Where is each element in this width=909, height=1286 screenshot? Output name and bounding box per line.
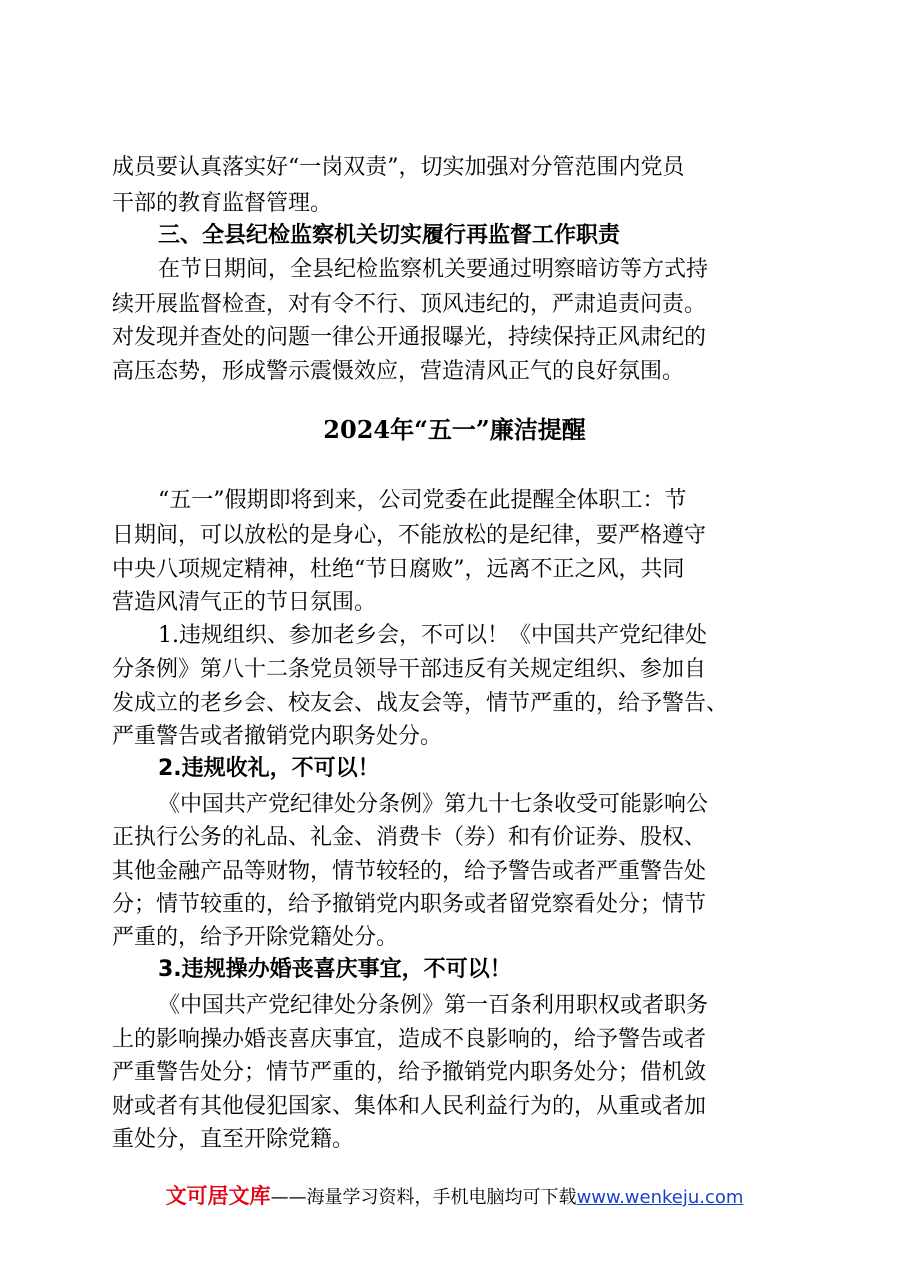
footer-brand: 文可居文库 xyxy=(165,1184,271,1208)
paragraph-line: 严重警告处分；情节严重的，给予撤销党内职务处分；借机敛 xyxy=(112,1060,707,1085)
paragraph-line: 上的影响操办婚丧喜庆事宜，造成不良影响的，给予警告或者 xyxy=(112,1027,707,1052)
paragraph-line: 财或者有其他侵犯国家、集体和人民利益行为的，从重或者加 xyxy=(112,1094,707,1119)
paragraph-line: 干部的教育监督管理。 xyxy=(112,191,333,216)
paragraph-line: 重处分，直至开除党籍。 xyxy=(112,1127,355,1152)
paragraph-line: 续开展监督检查，对有令不行、顶风违纪的，严肃追责问责。 xyxy=(112,292,707,317)
paragraph-line: 营造风清气正的节日氛围。 xyxy=(112,590,377,615)
document-title: 2024年“五一”廉洁提醒 xyxy=(323,415,586,444)
paragraph-line: 对发现并查处的问题一律公开通报曝光，持续保持正风肃纪的 xyxy=(112,325,707,350)
paragraph-line: 严重警告或者撤销党内职务处分。 xyxy=(112,724,443,749)
paragraph-line: 成员要认真落实好“一岗双责”，切实加强对分管范围内党员 xyxy=(112,155,685,180)
paragraph-line: 《中国共产党纪律处分条例》第九十七条收受可能影响公 xyxy=(158,792,709,817)
footer-url-link[interactable]: www.wenkeju.com xyxy=(576,1187,744,1208)
item-1-line: 1.违规组织、参加老乡会，不可以！《中国共产党纪律处 xyxy=(158,623,707,648)
section-heading: 三、全县纪检监察机关切实履行再监督工作职责 xyxy=(158,223,621,248)
paragraph-line: “五一”假期即将到来，公司党委在此提醒全体职工：节 xyxy=(158,488,687,513)
paragraph-line: 分；情节较重的，给予撤销党内职务或者留党察看处分；情节 xyxy=(112,892,707,917)
paragraph-line: 分条例》第八十二条党员领导干部违反有关规定组织、参加自 xyxy=(112,657,707,682)
paragraph-line: 《中国共产党纪律处分条例》第一百条利用职权或者职务 xyxy=(158,993,709,1018)
paragraph-line: 其他金融产品等财物，情节较轻的，给予警告或者严重警告处 xyxy=(112,859,707,884)
paragraph-line: 日期间，可以放松的是身心，不能放松的是纪律，要严格遵守 xyxy=(112,523,707,548)
paragraph-line: 严重的，给予开除党籍处分。 xyxy=(112,925,399,950)
footer-banner xyxy=(0,1180,909,1214)
paragraph-line: 发成立的老乡会、校友会、战友会等，情节严重的，给予警告、 xyxy=(112,691,729,716)
item-2-heading: 2.违规收礼，不可以！ xyxy=(158,756,380,781)
footer-tagline: ——海量学习资料，手机电脑均可下载 xyxy=(270,1187,577,1208)
paragraph-line: 正执行公务的礼品、礼金、消费卡（券）和有价证券、股权、 xyxy=(112,825,707,850)
paragraph-line: 高压态势，形成警示震慑效应，营造清风正气的良好氛围。 xyxy=(112,359,685,384)
paragraph-line: 在节日期间，全县纪检监察机关要通过明察暗访等方式持 xyxy=(158,257,709,282)
item-3-heading: 3.违规操办婚丧喜庆事宜，不可以！ xyxy=(158,957,512,982)
paragraph-line: 中央八项规定精神，杜绝“节日腐败”，远离不正之风，共同 xyxy=(112,557,685,582)
